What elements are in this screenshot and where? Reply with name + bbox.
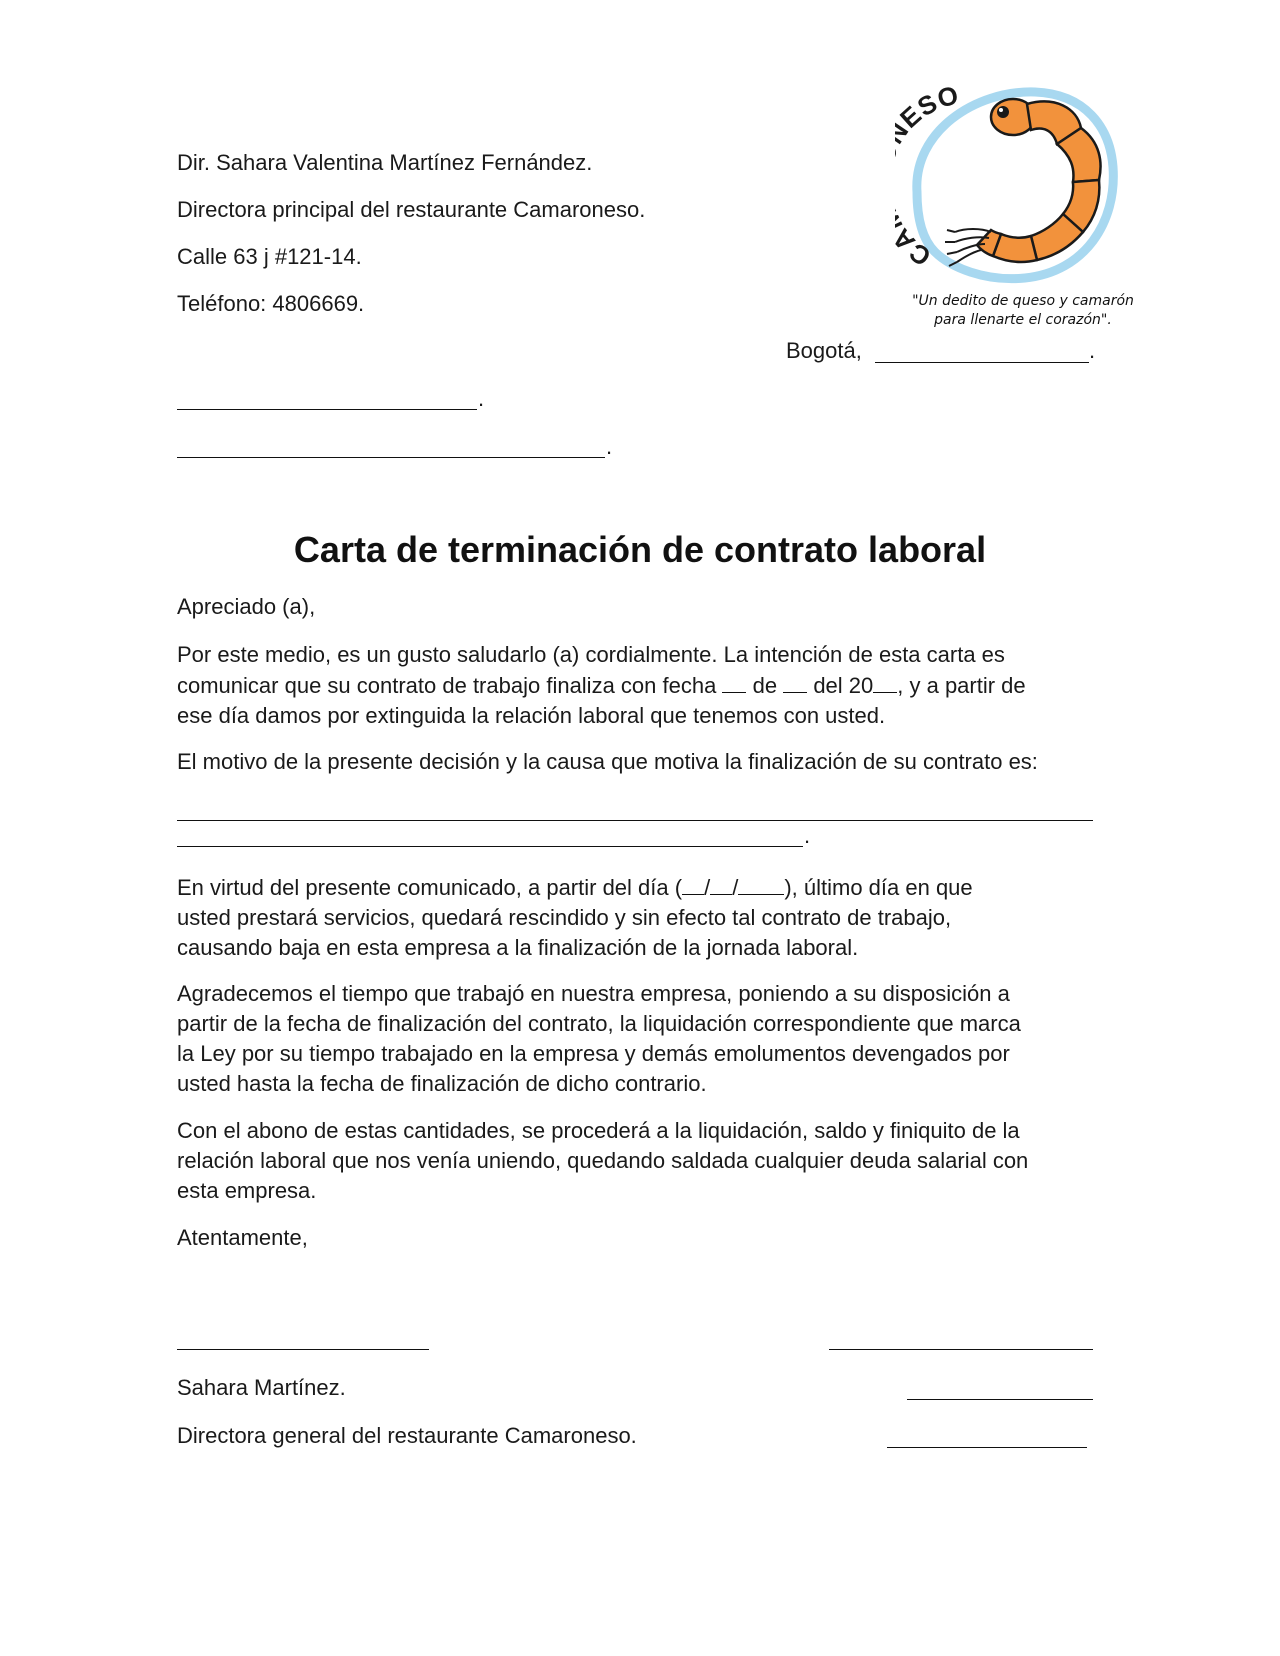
- paragraph-effective-line2: usted prestará servicios, quedará rescindido y sin efecto tal contrato de trabajo,: [177, 905, 952, 930]
- sender-role: Directora principal del restaurante Camaroneso.: [177, 197, 646, 222]
- greeting: Apreciado (a),: [177, 594, 316, 619]
- paragraph-gratitude: [177, 979, 1097, 1099]
- recipient-role-line[interactable]: [177, 457, 605, 458]
- year-blank[interactable]: [873, 670, 897, 693]
- logo-brand-text: C ESO: [895, 82, 963, 273]
- closing: Atentamente,: [177, 1225, 308, 1250]
- date-blank-line[interactable]: [875, 362, 1089, 363]
- paragraph-settlement-line3: esta empresa.: [177, 1178, 317, 1203]
- paragraph-settlement-line2: relación laboral que nos venía uniendo, quedando saldada cualquier deuda salarial con: [177, 1148, 1029, 1173]
- paragraph-gratitude-line1: Agradecemos el tiempo que trabajó en nuestra empresa, poniendo a su disposición a: [177, 981, 1010, 1006]
- logo-slogan-line1: "Un dedito de queso y camarón: [912, 293, 1134, 309]
- shrimp-logo-icon: [895, 82, 1155, 292]
- recipient-signature-line-2[interactable]: [887, 1447, 1087, 1448]
- effective-month-blank[interactable]: [710, 872, 732, 895]
- city-label: Bogotá,: [786, 338, 862, 363]
- paragraph-gratitude-line4: usted hasta la fecha de finalización de dicho contrario.: [177, 1071, 707, 1096]
- reason-period: .: [804, 823, 811, 848]
- paragraph-intro-line1: Por este medio, es un gusto saludarlo (a) cordialmente. La intención de esta carta es: [177, 642, 1005, 667]
- intro-line2-text-c: del 20: [813, 673, 874, 698]
- sender-phone: Teléfono: 4806669.: [177, 291, 365, 316]
- intro-line2-text-a: comunicar que su contrato de trabajo finaliza con fecha: [177, 673, 717, 698]
- paragraph-gratitude-line3: la Ley por su tiempo trabajado en la empresa y demás emolumentos devengados por: [177, 1041, 1010, 1066]
- logo-slogan-line2: para llenarte el corazón".: [934, 312, 1112, 328]
- intro-line2-text-b: de: [752, 673, 778, 698]
- paragraph-effective-line1: [177, 872, 1097, 903]
- effective-day-blank[interactable]: [682, 872, 704, 895]
- recipient-role-period: .: [606, 434, 613, 459]
- paragraph-intro: [177, 640, 1097, 731]
- effective-sep-1: /: [704, 875, 711, 900]
- paragraph-gratitude-line2: partir de la fecha de finalización del contrato, la liquidación correspondiente que marca: [177, 1011, 1021, 1036]
- recipient-signature-line-1[interactable]: [907, 1399, 1093, 1400]
- effective-sep-2: /: [732, 875, 739, 900]
- sender-name: Dir. Sahara Valentina Martínez Fernández.: [177, 150, 593, 175]
- logo-slogan: [888, 292, 1158, 330]
- reason-intro: El motivo de la presente decisión y la causa que motiva la finalización de su contrato es:: [177, 749, 1038, 774]
- paragraph-intro-line2: [177, 670, 1097, 701]
- reason-line-2[interactable]: [177, 846, 803, 847]
- paragraph-effective-date: [177, 872, 1097, 963]
- recipient-name-line[interactable]: [177, 409, 477, 410]
- signature-line-right[interactable]: [829, 1349, 1093, 1350]
- camaroneso-logo: [895, 82, 1155, 292]
- effective-year-blank[interactable]: [738, 872, 784, 895]
- paragraph-settlement-line1: Con el abono de estas cantidades, se procederá a la liquidación, saldo y finiquito de la: [177, 1118, 1020, 1143]
- day-blank[interactable]: [722, 670, 746, 693]
- intro-line2-text-d: , y a partir de: [897, 673, 1026, 698]
- date-period: .: [1089, 338, 1096, 363]
- month-blank[interactable]: [783, 670, 807, 693]
- recipient-name-period: .: [478, 386, 485, 411]
- paragraph-intro-line3: ese día damos por extinguida la relación laboral que tenemos con usted.: [177, 703, 886, 728]
- paragraph-effective-line3: causando baja en esta empresa a la finalización de la jornada laboral.: [177, 935, 859, 960]
- reason-line-1[interactable]: [177, 820, 1093, 821]
- signer-name: Sahara Martínez.: [177, 1375, 346, 1400]
- signature-line-left[interactable]: [177, 1349, 429, 1350]
- signer-role: Directora general del restaurante Camaroneso.: [177, 1423, 637, 1448]
- paragraph-settlement: [177, 1116, 1097, 1206]
- effective-line1-text-b: ), último día en que: [784, 875, 973, 900]
- page-title: Carta de terminación de contrato laboral: [293, 529, 987, 570]
- sender-address: Calle 63 j #121-14.: [177, 244, 362, 269]
- svg-text:CAMARONESO: [895, 82, 962, 272]
- effective-line1-text-a: En virtud del presente comunicado, a partir del día (: [177, 875, 683, 900]
